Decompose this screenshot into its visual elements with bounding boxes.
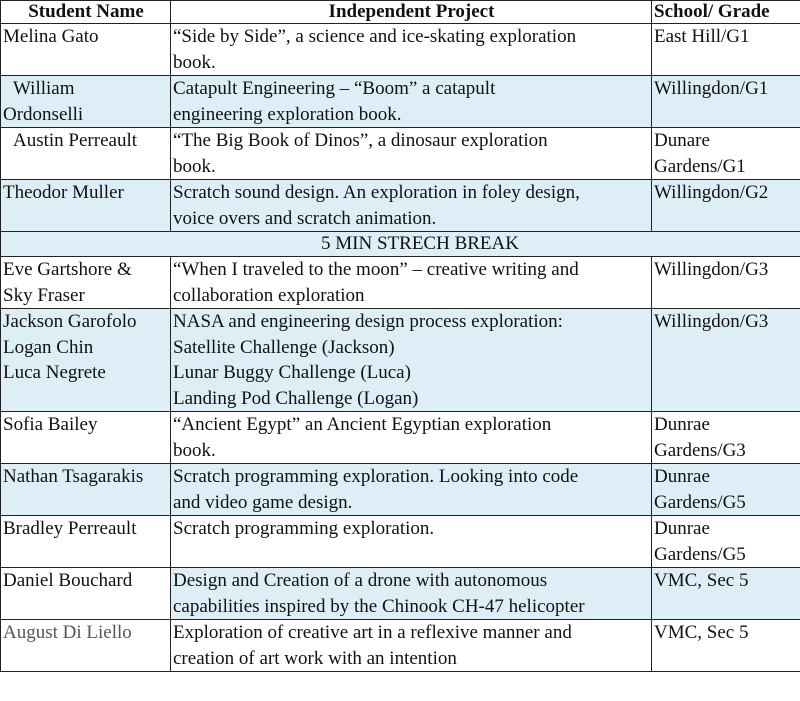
project-line: NASA and engineering design process exploration: bbox=[173, 311, 563, 332]
student-cell bbox=[1, 180, 171, 232]
school-line: VMC, Sec 5 bbox=[654, 622, 749, 643]
project-cell bbox=[171, 516, 652, 568]
project-line: creation of art work with an intention bbox=[173, 647, 457, 669]
school-cell bbox=[652, 128, 800, 180]
school-cell bbox=[652, 24, 800, 76]
header-school-grade: School/ Grade bbox=[652, 1, 800, 24]
table-row bbox=[1, 516, 800, 568]
project-cell bbox=[171, 257, 652, 309]
school-cell bbox=[652, 309, 800, 412]
student-name: Sky Fraser bbox=[3, 284, 85, 306]
project-line: Scratch programming exploration. Looking into code bbox=[173, 466, 579, 487]
project-line: “Ancient Egypt” an Ancient Egyptian exploration bbox=[173, 414, 552, 435]
student-name: August Di Liello bbox=[3, 622, 132, 643]
school-line: Dunrae bbox=[654, 518, 710, 539]
project-line: Satellite Challenge (Jackson) bbox=[173, 336, 395, 358]
school-line: Dunrae bbox=[654, 466, 710, 487]
project-cell bbox=[171, 620, 652, 672]
table-row bbox=[1, 24, 800, 76]
student-cell bbox=[1, 128, 171, 180]
project-line: “Side by Side”, a science and ice-skating exploration bbox=[173, 26, 577, 47]
school-cell bbox=[652, 76, 800, 128]
project-line: Design and Creation of a drone with autonomous bbox=[173, 570, 548, 591]
table-row bbox=[1, 412, 800, 464]
project-line: voice overs and scratch animation. bbox=[173, 207, 437, 229]
student-name: Logan Chin bbox=[3, 336, 94, 358]
student-cell bbox=[1, 412, 171, 464]
project-line: book. bbox=[173, 155, 216, 177]
project-cell bbox=[171, 24, 652, 76]
student-name: Jackson Garofolo bbox=[3, 311, 137, 332]
school-cell bbox=[652, 257, 800, 309]
break-cell: 5 MIN STRECH BREAK bbox=[1, 232, 800, 257]
student-name: Austin Perreault bbox=[13, 130, 138, 151]
project-cell bbox=[171, 568, 652, 620]
project-line: Lunar Buggy Challenge (Luca) bbox=[173, 362, 411, 383]
project-line: “The Big Book of Dinos”, a dinosaur exploration bbox=[173, 130, 548, 151]
table-row bbox=[1, 568, 800, 620]
table-row bbox=[1, 620, 800, 672]
school-cell bbox=[652, 620, 800, 672]
school-line: East Hill/G1 bbox=[654, 26, 750, 47]
project-line: Catapult Engineering – “Boom” a catapult bbox=[173, 78, 496, 99]
student-cell bbox=[1, 309, 171, 412]
project-line: Landing Pod Challenge (Logan) bbox=[173, 387, 419, 409]
school-line: Gardens/G5 bbox=[654, 491, 746, 513]
school-cell bbox=[652, 180, 800, 232]
school-line: Willingdon/G3 bbox=[654, 311, 769, 332]
table-row bbox=[1, 76, 800, 128]
project-line: and video game design. bbox=[173, 491, 353, 513]
table-row bbox=[1, 464, 800, 516]
school-line: Willingdon/G3 bbox=[654, 259, 769, 280]
table-row bbox=[1, 128, 800, 180]
school-line: VMC, Sec 5 bbox=[654, 570, 749, 591]
school-line: Gardens/G1 bbox=[654, 155, 746, 177]
student-name: Luca Negrete bbox=[3, 362, 106, 383]
project-line: collaboration exploration bbox=[173, 284, 365, 306]
project-line: Exploration of creative art in a reflexive manner and bbox=[173, 622, 572, 643]
student-name: Daniel Bouchard bbox=[3, 570, 133, 591]
student-name: Theodor Muller bbox=[3, 182, 124, 203]
header-student-name: Student Name bbox=[1, 1, 171, 24]
project-cell bbox=[171, 309, 652, 412]
student-cell bbox=[1, 464, 171, 516]
student-cell bbox=[1, 620, 171, 672]
project-line: book. bbox=[173, 439, 216, 461]
school-cell bbox=[652, 516, 800, 568]
project-line: “When I traveled to the moon” – creative writing and bbox=[173, 259, 579, 280]
school-line: Dunare bbox=[654, 130, 710, 151]
break-row bbox=[1, 232, 800, 257]
school-cell bbox=[652, 464, 800, 516]
project-cell bbox=[171, 76, 652, 128]
project-line: capabilities inspired by the Chinook CH-47 helicopter bbox=[173, 595, 585, 617]
header-row bbox=[1, 1, 800, 24]
student-name: Ordonselli bbox=[3, 103, 84, 125]
project-cell bbox=[171, 412, 652, 464]
project-line: Scratch programming exploration. bbox=[173, 518, 435, 539]
school-cell bbox=[652, 412, 800, 464]
school-line: Gardens/G5 bbox=[654, 543, 746, 565]
student-cell bbox=[1, 76, 171, 128]
student-name: Bradley Perreault bbox=[3, 518, 137, 539]
project-cell bbox=[171, 128, 652, 180]
student-name: William bbox=[13, 78, 75, 99]
school-line: Dunrae bbox=[654, 414, 710, 435]
student-cell bbox=[1, 24, 171, 76]
project-cell bbox=[171, 464, 652, 516]
student-cell bbox=[1, 257, 171, 309]
school-line: Gardens/G3 bbox=[654, 439, 746, 461]
table-row bbox=[1, 309, 800, 412]
student-name: Melina Gato bbox=[3, 26, 99, 47]
student-name: Eve Gartshore & bbox=[3, 259, 132, 280]
student-cell bbox=[1, 516, 171, 568]
project-line: book. bbox=[173, 51, 216, 73]
project-line: Scratch sound design. An exploration in foley design, bbox=[173, 182, 580, 203]
table-row bbox=[1, 257, 800, 309]
table-row bbox=[1, 180, 800, 232]
header-independent-project: Independent Project bbox=[171, 1, 652, 24]
project-line: engineering exploration book. bbox=[173, 103, 402, 125]
school-line: Willingdon/G1 bbox=[654, 78, 769, 99]
student-name: Sofia Bailey bbox=[3, 414, 98, 435]
school-line: Willingdon/G2 bbox=[654, 182, 769, 203]
student-cell bbox=[1, 568, 171, 620]
school-cell bbox=[652, 568, 800, 620]
project-cell bbox=[171, 180, 652, 232]
student-name: Nathan Tsagarakis bbox=[3, 466, 144, 487]
